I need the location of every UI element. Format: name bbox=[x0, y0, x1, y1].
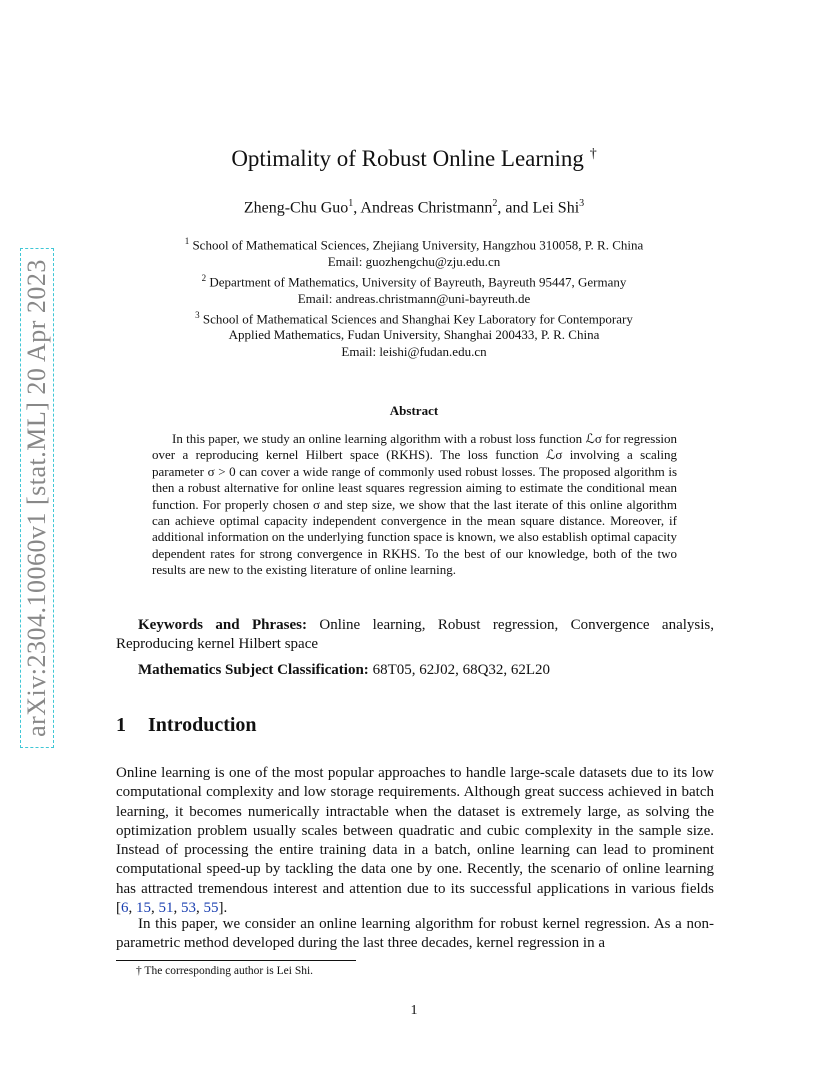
page-number: 1 bbox=[410, 1003, 418, 1018]
author-separator: , bbox=[353, 199, 361, 217]
affiliation-text: Department of Mathematics, University of Bayreuth, Bayreuth 95447, Germany bbox=[209, 274, 627, 290]
intro-paragraph-1: Online learning is one of the most popular approaches to handle large-scale datasets due to its low computational complexity and low storage requirements. Although great success achieved in batch learning, it becomes numerically intractable when the dataset is extremely large, as solving the optimization problem usually scales between quadratic and cubic complexity in the sample size. Instead of processing the entire training data in a batch, online learning can lead to prominent computational speed-up by tackling the data one by one. Recently, the scenario of online learning has attracted tremendous interest and attention due to its successful applications in various fields [6, 15, 51, 53, 55]. bbox=[116, 765, 714, 917]
author-separator: , and bbox=[497, 199, 533, 217]
keywords bbox=[116, 616, 714, 654]
section-number: 1 bbox=[116, 714, 126, 736]
affiliation-email: Email: guozhengchu@zju.edu.cn bbox=[327, 253, 501, 269]
msc-label: Mathematics Subject Classification: bbox=[138, 662, 369, 678]
affiliation-email: Email: leishi@fudan.edu.cn bbox=[341, 343, 487, 359]
author-name: Lei Shi bbox=[532, 199, 580, 217]
affiliations bbox=[110, 233, 718, 360]
msc-codes: 68T05, 62J02, 68Q32, 62L20 bbox=[372, 662, 551, 678]
footnote-rule bbox=[116, 960, 356, 961]
paragraph-text: Online learning is one of the most popular approaches to handle large-scale datasets due to its low computational complexity and low storage requirements. Although great success achieved in batch learning, it becomes numerically intractable when the dataset is extremely large, as solving the optimization problem usually scales between quadratic and cubic complexity in the sample size. Instead of processing the entire training data in a batch, online learning can lead to prominent computational speed-up by tackling the data one by one. Recently, the scenario of online learning has attracted tremendous interest and attention due to its successful applications in various fields bbox=[116, 765, 714, 897]
arxiv-id: arXiv:2304.10060v1 [stat.ML] 20 Apr 2023 bbox=[22, 259, 51, 737]
keywords-label: Keywords and Phrases: bbox=[138, 617, 307, 633]
author-list bbox=[0, 198, 828, 217]
author-sup: 1 bbox=[348, 198, 354, 209]
citation-link[interactable]: 6 bbox=[121, 900, 129, 917]
title-text: Optimality of Robust Online Learning bbox=[231, 146, 584, 171]
affiliation-sup: 2 bbox=[201, 272, 207, 283]
citation-open: [ bbox=[116, 900, 121, 917]
author-sup: 3 bbox=[579, 198, 585, 209]
section-title: Introduction bbox=[148, 714, 257, 736]
citation-close: ]. bbox=[218, 900, 228, 917]
author-name: Andreas Christmann bbox=[360, 199, 493, 217]
paper-title bbox=[0, 146, 828, 172]
affiliation-text: School of Mathematical Sciences and Shanghai Key Laboratory for Contemporary bbox=[202, 311, 633, 327]
author-name: Zheng-Chu Guo bbox=[243, 199, 349, 217]
affiliation-2 bbox=[110, 270, 718, 291]
title-mark: † bbox=[589, 146, 597, 162]
author-sup: 2 bbox=[492, 198, 498, 209]
keywords-text: Online learning, Robust regression, Convergence analysis, Reproducing kernel Hilbert space bbox=[116, 617, 714, 652]
citation-link[interactable]: 53 bbox=[181, 900, 196, 917]
affiliation-email: Email: andreas.christmann@uni-bayreuth.de bbox=[297, 290, 531, 306]
footnote: † The corresponding author is Lei Shi. bbox=[136, 965, 314, 977]
arxiv-stamp bbox=[20, 248, 54, 748]
citation-link[interactable]: 15 bbox=[136, 900, 151, 917]
abstract-text: In this paper, we study an online learning algorithm with a robust loss function ℒσ for regression over a reproducing kernel Hilbert space (RKHS). The loss function ℒσ involving a scaling parameter σ > 0 can cover a wide range of commonly used robust losses. The proposed algorithm is then a robust alternative for online least squares regression aiming to estimate the conditional mean function. For properly chosen σ and step size, we show that the last iterate of this online algorithm can achieve optimal capacity independent convergence in the mean square distance. Moreover, if additional information on the underlying function space is known, we also establish optimal capacity dependent rates for strong convergence in RKHS. To the best of our knowledge, both of the two results are new to the existing literature of online learning. bbox=[152, 431, 677, 578]
affiliation-sup: 3 bbox=[195, 309, 200, 320]
affiliation-3 bbox=[110, 307, 718, 328]
intro-paragraph-2: In this paper, we consider an online learning algorithm for robust kernel regression. As a non-parametric method developed during the last three decades, kernel regression in a bbox=[116, 916, 714, 952]
citation-link[interactable]: 51 bbox=[158, 900, 174, 917]
affiliation-text: Applied Mathematics, Fudan University, Shanghai 200433, P. R. China bbox=[228, 327, 600, 343]
affiliation-sup: 1 bbox=[184, 236, 190, 246]
citation-link[interactable]: 55 bbox=[203, 900, 219, 917]
section-heading bbox=[116, 714, 257, 737]
affiliation-text: School of Mathematical Sciences, Zhejiang University, Hangzhou 310058, P. R. China bbox=[192, 237, 644, 253]
msc-classification bbox=[138, 662, 714, 679]
abstract-heading: Abstract bbox=[389, 403, 439, 418]
affiliation-1 bbox=[110, 233, 718, 254]
